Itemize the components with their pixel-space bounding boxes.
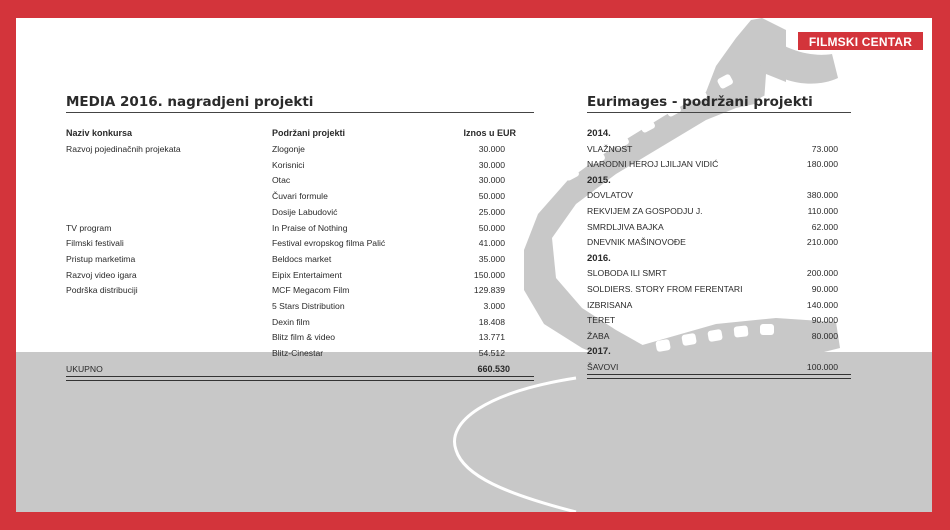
media-row-amount: 54.512 bbox=[478, 348, 505, 359]
header-naziv-konkursa: Naziv konkursa bbox=[66, 128, 133, 138]
eurimages-amount: 62.000 bbox=[811, 221, 838, 232]
eurimages-project: SLOBODA ILI SMRT bbox=[587, 268, 667, 279]
brand-logo: FILMSKI CENTAR SRBIJE bbox=[797, 31, 924, 51]
eurimages-project: SOLDIERS. STORY FROM FERENTARI bbox=[587, 284, 743, 294]
media-title-rule bbox=[66, 112, 534, 113]
eurimages-title: Eurimages - podržani projekti bbox=[587, 94, 813, 110]
eurimages-year: 2015. bbox=[587, 174, 611, 186]
eurimages-amount: 100.000 bbox=[806, 362, 838, 372]
media-row-category: Filmski festivali bbox=[66, 238, 124, 249]
eurimages-amount: 210.000 bbox=[806, 237, 838, 248]
eurimages-project: REKVIJEM ZA GOSPODJU J. bbox=[587, 206, 703, 216]
eurimages-year: 2014. bbox=[587, 128, 611, 139]
media-row-category: Razvoj pojedinačnih projekata bbox=[66, 144, 181, 154]
eurimages-year: 2016. bbox=[587, 252, 611, 264]
eurimages-amount: 110.000 bbox=[807, 206, 838, 216]
media-row-amount: 129.839 bbox=[473, 285, 505, 296]
eurimages-amount: 73.000 bbox=[811, 143, 838, 154]
media-row-project: Festival evropskog filma Palić bbox=[272, 238, 386, 249]
eurimages-amount: 90.000 bbox=[811, 284, 838, 294]
media-title: MEDIA 2016. nagradjeni projekti bbox=[66, 94, 314, 110]
media-row-amount: 50.000 bbox=[478, 222, 505, 233]
media-row-project: Dexin film bbox=[272, 316, 310, 327]
eurimages-amount: 80.000 bbox=[811, 330, 838, 341]
media-row-amount: 30.000 bbox=[478, 159, 505, 170]
media-row-project: Blitz film & video bbox=[272, 332, 336, 343]
media-row-amount: 25.000 bbox=[478, 206, 505, 217]
eurimages-double-rule bbox=[587, 374, 851, 379]
media-row-amount: 41.000 bbox=[478, 238, 505, 249]
media-row-amount: 3.000 bbox=[483, 301, 505, 311]
header-podrzani-projekti: Podržani projekti bbox=[272, 128, 346, 138]
media-row-amount: 30.000 bbox=[478, 175, 505, 186]
eurimages-project: NARODNI HEROJ LJILJAN VIDIĆ bbox=[587, 159, 719, 170]
slide bbox=[16, 18, 932, 512]
media-row-project: Dosije Labudović bbox=[272, 206, 338, 217]
media-row-category: Podrška distribuciji bbox=[66, 285, 138, 296]
total-label: UKUPNO bbox=[66, 363, 103, 374]
eurimages-amount: 180.000 bbox=[806, 159, 838, 170]
media-row-project: Blitz-Cinestar bbox=[272, 348, 324, 359]
media-row-project: Zlogonje bbox=[272, 144, 305, 154]
media-row-amount: 150.000 bbox=[473, 269, 505, 280]
media-row-project: Korisnici bbox=[272, 159, 305, 170]
total-value: 660.530 bbox=[477, 363, 510, 374]
eurimages-project: ŽABA bbox=[587, 330, 610, 341]
eurimages-project: ŠAVOVI bbox=[587, 362, 619, 372]
film-strip-background bbox=[16, 18, 932, 512]
media-row-project: Otac bbox=[272, 175, 291, 186]
eurimages-project: TERET bbox=[587, 315, 616, 326]
eurimages-project: DNEVNIK MAŠINOVOĐE bbox=[587, 237, 686, 248]
eurimages-year: 2017. bbox=[587, 346, 611, 358]
total-double-rule bbox=[66, 376, 534, 381]
media-row-category: Razvoj video igara bbox=[66, 269, 137, 280]
media-row-amount: 50.000 bbox=[478, 191, 505, 202]
eurimages-amount: 200.000 bbox=[806, 268, 838, 279]
media-row-project: Čuvari formule bbox=[272, 191, 328, 202]
eurimages-project: DOVLATOV bbox=[587, 190, 634, 201]
header-iznos: Iznos u EUR bbox=[463, 128, 516, 138]
media-row-category: TV program bbox=[66, 222, 112, 233]
eurimages-project: SMRDLJIVA BAJKA bbox=[587, 221, 664, 232]
media-row-project: Eipix Entertaiment bbox=[272, 269, 342, 280]
media-row-category: Pristup marketima bbox=[66, 253, 136, 264]
media-row-project: Beldocs market bbox=[272, 253, 332, 264]
media-row-project: MCF Megacom Film bbox=[272, 285, 350, 296]
eurimages-amount: 90.000 bbox=[811, 315, 838, 326]
media-row-amount: 18.408 bbox=[478, 316, 505, 327]
eurimages-project: IZBRISANA bbox=[587, 299, 633, 310]
media-row-amount: 30.000 bbox=[478, 144, 505, 154]
eurimages-project: VLAŽNOST bbox=[587, 143, 633, 154]
media-row-project: 5 Stars Distribution bbox=[272, 301, 345, 311]
media-row-amount: 35.000 bbox=[478, 253, 505, 264]
eurimages-amount: 140.000 bbox=[806, 299, 838, 310]
eurimages-amount: 380.000 bbox=[806, 190, 838, 201]
media-row-project: In Praise of Nothing bbox=[272, 222, 348, 233]
eurimages-title-rule bbox=[587, 112, 851, 113]
media-row-amount: 13.771 bbox=[478, 332, 505, 343]
